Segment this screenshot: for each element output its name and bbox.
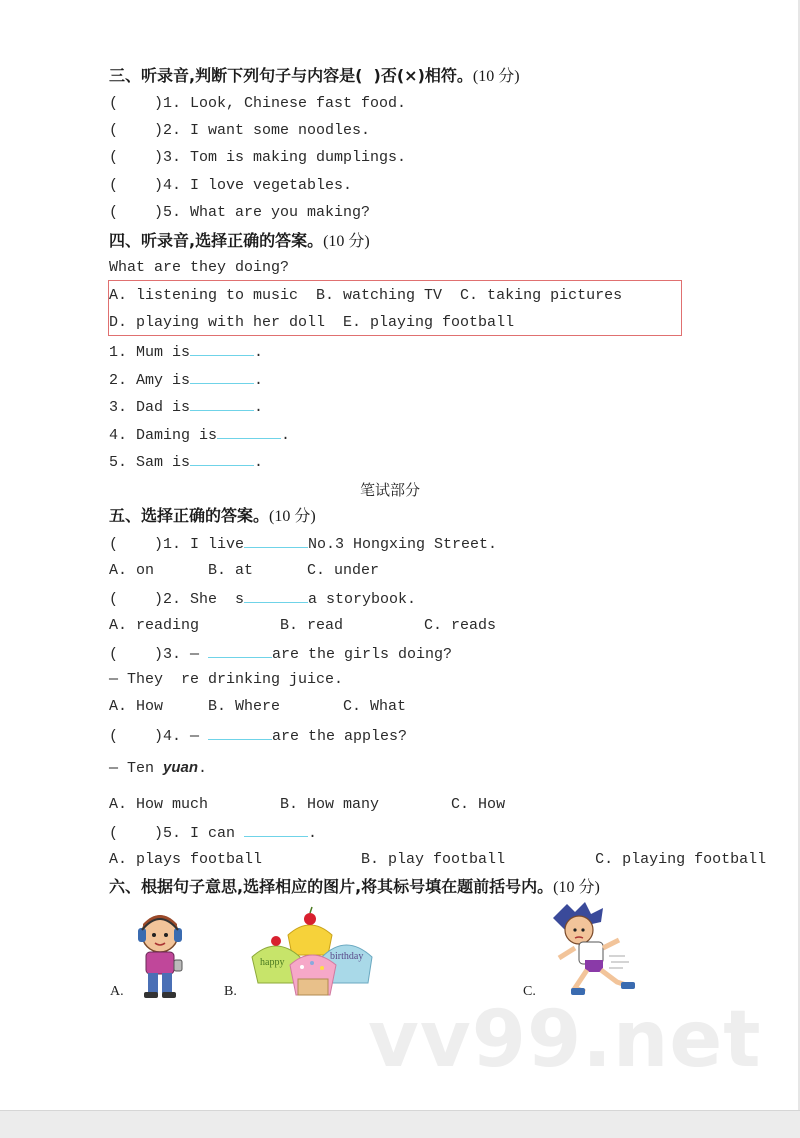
sec5-q3-reply: — They re drinking juice. [109,671,344,688]
sec5-q5-options: A. plays football B. play football C. playing football [109,851,767,868]
sec5-q1 [109,533,497,555]
sec5-q2-text-end: a storybook. [308,591,417,608]
written-part-title: 笔试部分 [360,481,421,499]
section-5-title-text: 五、选择正确的答案。 [109,506,270,525]
sec5-q3-text-end: are the girls doing? [272,646,453,663]
picture-label-b: B. [224,984,237,999]
birthday-cupcakes-picture [250,905,375,1000]
sec4-q2-end: . [254,372,264,389]
answer-blank[interactable] [244,822,308,837]
sec5-q4-reply [109,758,207,779]
sec3-item-1: ( )1. Look, Chinese fast food. [109,95,407,112]
section-3-points: (10 分) [472,68,520,85]
sec3-item-3: ( )3. Tom is making dumplings. [109,149,407,166]
sec5-q2-options: A. reading B. read C. reads [109,617,497,634]
sec4-q5 [109,451,263,473]
sec5-q5-text-end: . [308,825,318,842]
answer-blank[interactable] [190,451,254,466]
sec5-q3-text: ( )3. — [109,646,200,663]
sec5-q4-text: ( )4. — [109,728,200,745]
answer-blank[interactable] [208,643,272,658]
sec4-q1-text: 1. Mum is [109,344,191,361]
picture-label-a: A. [110,984,124,999]
sec4-q1-end: . [254,344,264,361]
answer-blank[interactable] [217,424,281,439]
section-5-title [109,506,316,527]
boy-listening-music-picture [130,910,192,1000]
sec5-q4-reply-yuan: yuan [163,759,199,776]
section-3-title-text: 三、听录音,判断下列句子与内容是( )否(×)相符。 [109,66,473,85]
sec4-options-line-1: A. listening to music B. watching TV C. taking pictures [109,287,623,304]
section-5-points: (10 分) [269,508,316,525]
sec3-item-2: ( )2. I want some noodles. [109,122,371,139]
sec5-q4-text-end: are the apples? [272,728,408,745]
sec4-q2 [109,369,263,391]
sec5-q4-reply-text: — Ten [109,760,164,777]
cake-text-birthday: birthday [330,951,364,962]
section-3-title [109,66,520,87]
sec5-q1-text: ( )1. I live [109,536,245,553]
sec4-prompt: What are they doing? [109,259,290,276]
sec4-q5-end: . [254,454,264,471]
answer-blank[interactable] [208,725,272,740]
sec4-q1 [109,341,263,363]
section-6-points: (10 分) [553,879,600,896]
answer-blank[interactable] [190,341,254,356]
sec5-q2-text: ( )2. She s [109,591,245,608]
sec4-options-line-2: D. playing with her doll E. playing football [109,314,515,331]
sec4-q3-text: 3. Dad is [109,399,191,416]
cake-text-happy: happy [260,957,285,968]
sec4-q3-end: . [254,399,264,416]
sec4-q2-text: 2. Amy is [109,372,191,389]
sec4-q4-text: 4. Daming is [109,427,218,444]
sec5-q1-options: A. on B. at C. under [109,562,380,579]
sec5-q4-reply-end: . [198,760,208,777]
section-6-title-text: 六、根据句子意思,选择相应的图片,将其标号填在题前括号内。 [109,877,554,896]
answer-blank[interactable] [190,369,254,384]
section-4-points: (10 分) [323,233,370,250]
sec5-q1-text-end: No.3 Hongxing Street. [308,536,498,553]
sec5-q5 [109,822,317,844]
boy-running-picture [545,900,640,1000]
sec4-q5-text: 5. Sam is [109,454,191,471]
sec4-q3 [109,396,263,418]
section-4-title [109,231,370,252]
sec5-q4-options: A. How much B. How many C. How [109,796,506,813]
sec5-q5-text: ( )5. I can [109,825,236,842]
sec5-q3 [109,643,452,665]
watermark: vv99.net [368,995,762,1085]
viewer-bottom-strip [0,1110,800,1138]
sec4-q4-end: . [281,427,291,444]
sec5-q3-options: A. How B. Where C. What [109,698,407,715]
sec5-q2 [109,588,416,610]
sec5-q4 [109,725,407,747]
picture-label-c: C. [523,984,536,999]
sec3-item-5: ( )5. What are you making? [109,204,371,221]
answer-blank[interactable] [190,396,254,411]
sec3-item-4: ( )4. I love vegetables. [109,177,353,194]
answer-blank[interactable] [244,533,308,548]
section-4-title-text: 四、听录音,选择正确的答案。 [109,231,324,250]
section-6-title [109,877,600,898]
sec4-q4 [109,424,290,446]
answer-blank[interactable] [244,588,308,603]
